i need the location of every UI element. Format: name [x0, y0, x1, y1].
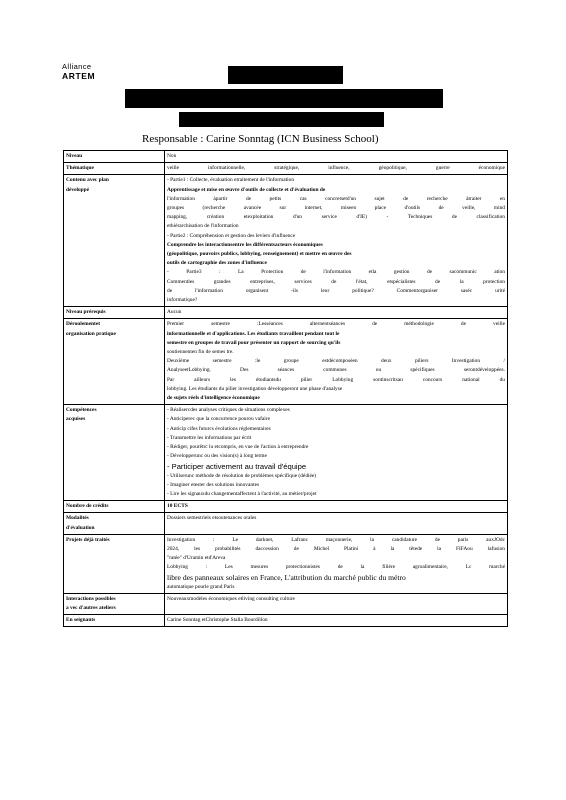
table-row — [64, 163, 508, 175]
row-text-line: ethiérarchisation de l'information — [167, 223, 239, 230]
row-text-line: informationnelle et d'applications. Les étudiants travaillent pendant tout le — [167, 330, 340, 337]
responsable-line: Responsable : Carine Sonntag (ICN Business School) — [142, 133, 379, 145]
row-text-line: - Anticip cifes futurcs évolutions réglementaires — [167, 425, 271, 432]
row-text-line: "ratée" d'Uramin etd'Areva — [167, 555, 226, 562]
row-text-line: - Lire les signauxdu changementaffectent à l'activité, au métier/projet — [167, 490, 317, 497]
row-text-line: Non — [167, 153, 177, 159]
row-text-line: groupes (recherche avancée sur internet, miseen place d'outils de veille, mind — [167, 205, 505, 212]
row-value-cell — [165, 175, 508, 307]
row-text-line: mapping, création etexploitation d'un service d'IE) - Techniques de classification — [167, 214, 505, 221]
row-text-line: l'information àpartir de petits cas concretsetd'un sujet de recherche àtraiter en — [167, 195, 505, 202]
row-text-line: - Réalisercdes analyses critiques de situations complexes — [167, 407, 290, 414]
row-label: Nombre de crédits — [66, 503, 109, 510]
row-label-cell — [64, 175, 165, 307]
row-label-cell — [64, 163, 165, 175]
row-label: Niveau prérequis — [66, 309, 106, 316]
row-label: Modalités — [66, 515, 89, 522]
row-value-cell — [165, 513, 508, 534]
row-label: Thématique — [66, 165, 94, 172]
row-text-line: - Imaginer etester des solutions innovantes — [167, 481, 260, 488]
row-label: d'évaluation — [66, 524, 95, 531]
row-value-cell — [165, 163, 508, 175]
row-label: Projets déjà traités — [66, 536, 110, 543]
row-text-line: 10 ECTS — [167, 503, 188, 510]
row-label: a vec d'autres ateliers — [66, 604, 116, 611]
row-text-line: - Transmettre les informations par écrit — [167, 434, 252, 441]
table-row — [64, 615, 508, 627]
redacted-title-block-3 — [179, 112, 384, 127]
row-label: En seignants — [66, 617, 96, 624]
row-text-line: Comprendre les interactionsentre les différentsacteurs économiques — [167, 241, 323, 248]
row-text-line: - Rédiger, pourêtrc lu etcompris, en vue de l'action à entreprendre — [167, 444, 309, 451]
row-value-cell — [165, 534, 508, 593]
row-value-cell — [165, 151, 508, 163]
row-text-line: Lobbying : Les mesures protectionnistes de la filière agroalimentaire, Lc marché — [167, 564, 505, 571]
row-text-line: soutiennenten fin de semes tre. — [167, 349, 234, 356]
row-text-line: Dossiers semestriels etsoutenances orales — [167, 515, 257, 522]
table-row — [64, 319, 508, 405]
row-text-line: AnalyseetLobbying. Des séances communes ou spécifiques serontdéveloppées. — [167, 367, 505, 374]
row-text-line: lobbying. Les étudiants du pilier investigation développeront une phase d'analyse — [167, 385, 343, 392]
row-text-line: Apprentissage et mise en œuvre d'outils de collecte et d'évaluation de — [167, 186, 326, 193]
row-text-line: Aucun — [167, 309, 182, 316]
row-text-line: - Utiliserunc méthode de résolution de problèmes spécifique (dédiée) — [167, 472, 317, 479]
table-row — [64, 534, 508, 593]
row-text-line: (géopolitique, pouvoirs publics, lobbying, renseignement) et mettre en œuvre des — [167, 251, 352, 258]
row-label-cell — [64, 405, 165, 501]
row-label: Interactions possibles — [66, 595, 116, 602]
row-text-line: veille informationnelle, stratégique, influence, géopolitique, guerre économique — [167, 165, 505, 172]
row-label: Niveau — [66, 153, 83, 159]
row-label-cell — [64, 593, 165, 614]
row-label-cell — [64, 513, 165, 534]
row-text-line: de sujets réels d'intelligence économique — [167, 395, 260, 402]
row-text-line: Nouveauxmodèles économiques etliving consulting culture — [167, 595, 295, 602]
table-row — [64, 513, 508, 534]
table-row — [64, 175, 508, 307]
row-text-line: libre des panneaux solaires en France, L'attribution du marché public du métro — [167, 572, 406, 582]
row-text-line: Premier semestre :Lesséances alternentséances de méthodologie de veille — [167, 321, 505, 328]
table-row — [64, 593, 508, 614]
row-label: organisation pratique — [66, 330, 116, 337]
row-text-line: - Partie3 : La Protection de l'information etla gestion de sacommunic ation — [167, 269, 505, 276]
row-label-cell — [64, 307, 165, 319]
row-text-line: - Anticiperec que la concurrence pourou vafaire — [167, 416, 270, 423]
row-label: Déroulementet — [66, 321, 101, 328]
row-text-line: 2024, les probabilités daccession de Michel Platini à la têtede la FIFAou lafusion — [167, 545, 505, 552]
row-text-line: Carine Sonntag etChristophe Stalla Bourdillon — [167, 617, 268, 624]
row-text-line: - Développerunc ou des vision(s) à long terme — [167, 453, 267, 460]
row-label: Compétences — [66, 407, 97, 414]
row-text-line: de l'information organisent -ils leur politique? Commentorganiser saséc urité — [167, 287, 505, 294]
row-value-cell — [165, 405, 508, 501]
row-text-line: Deuxième semestre :le groupe estdécomposéen deux piliers Investigation / — [167, 358, 505, 365]
row-label-cell — [64, 501, 165, 513]
logo — [62, 62, 122, 81]
redacted-title-block-1 — [228, 66, 343, 84]
logo-line-1: Alliance — [62, 62, 92, 71]
row-text-line: outils de cartographie des zones d'influence — [167, 260, 267, 267]
row-text-line: - Partie1 : Collecte, évaluation etraitement de l'information — [167, 177, 295, 184]
row-text-line: automatique pourle grand Paris — [167, 583, 235, 590]
row-label-cell — [64, 151, 165, 163]
row-value-cell — [165, 501, 508, 513]
row-label-cell — [64, 534, 165, 593]
table-row — [64, 501, 508, 513]
course-table — [63, 150, 508, 627]
table-row — [64, 405, 508, 501]
row-text-line: Investigation : Le darknet, Lafranc maçonnerie, la candidature de paris auxJOdc — [167, 536, 505, 543]
row-label: acquises — [66, 416, 86, 423]
row-label: Contenu avec plan — [66, 177, 109, 184]
redacted-title-block-2 — [125, 89, 443, 108]
row-text-line: Commentles grandes entreprises, services de l'état, etspécialistes de la protection — [167, 278, 505, 285]
row-label: développé — [66, 186, 90, 193]
row-text-line: informatique? — [167, 297, 198, 304]
table-row — [64, 151, 508, 163]
row-label-cell — [64, 319, 165, 405]
row-value-cell — [165, 319, 508, 405]
row-text-line: - Partie2 : Compréhension et gestion des leviers d'influence — [167, 232, 296, 239]
logo-line-2: ARTEM — [62, 71, 96, 81]
row-text-line: Par ailleurs les étudiantsdu pilier Lobbying sontinscritsau concours national du — [167, 376, 505, 383]
row-text-line: - Participer activement au travail d'équipe — [167, 461, 307, 471]
row-value-cell — [165, 307, 508, 319]
table-row — [64, 307, 508, 319]
row-value-cell — [165, 615, 508, 627]
row-label-cell — [64, 615, 165, 627]
row-value-cell — [165, 593, 508, 614]
row-text-line: semestre en groupes de travail pour présenter un rapport de sourcing qu'ils — [167, 339, 341, 346]
